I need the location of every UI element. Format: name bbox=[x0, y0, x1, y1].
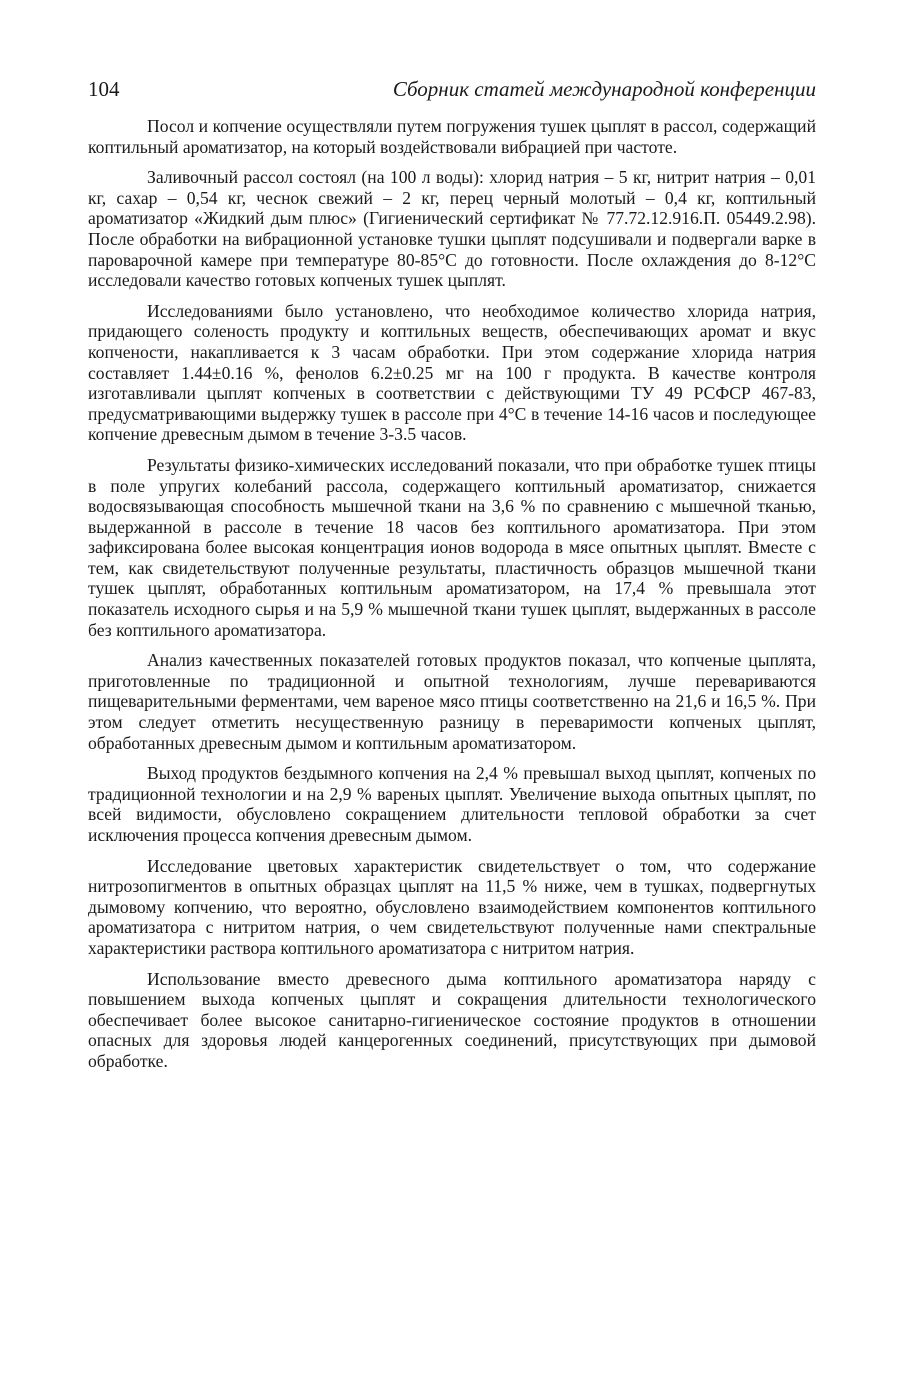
body-text bbox=[88, 116, 816, 1072]
page-header bbox=[88, 76, 816, 102]
paragraph-conclusion: Использование вместо древесного дыма коптильного ароматизатора наряду с повышением выхода копченых цыплят и сокращения длительности технологического обеспечивает более высокое санитарно-гигиеническое состояние продуктов в отношении опасных для здоровья людей канцерогенных соединений, присутствующих при дымовой обработке. bbox=[88, 968, 816, 1071]
running-title: Сборник статей международной конференции bbox=[392, 77, 816, 101]
paragraph-physicochemical-results: Результаты физико-химических исследований показали, что при обработке тушек птицы в поле упругих колебаний рассола, содержащего коптильный ароматизатор, снижается водосвязывающая способность мышечной ткани на 3,6 % по сравнению с мышечной тканью, выдержанной в рассоле в течение 18 часов без коптильного ароматизатора. При этом зафиксирована более высокая концентрация ионов водорода в мясе опытных цыплят. Вместе с тем, как свидетельствуют полученные результаты, пластичность образцов мышечной ткани тушек цыплят, обработанных коптильным ароматизатором, на 17,4 % превышала этот показатель исходного сырья и на 5,9 % мышечной ткани тушек цыплят, выдержанных в рассоле без коптильного ароматизатора. bbox=[88, 454, 816, 640]
page-number: 104 bbox=[88, 77, 120, 101]
paragraph-color-characteristics: Исследование цветовых характеристик свидетельствует о том, что содержание нитрозопигментов в опытных образцах цыплят на 11,5 % ниже, чем в тушках, подвергнутых дымовому копчению, что вероятно, обусловлено взаимодействием компонентов коптильного ароматизатора с нитритом натрия, о чем свидетельствуют полученные нами спектральные характеристики раствора коптильного ароматизатора с нитритом натрия. bbox=[88, 855, 816, 958]
document-page bbox=[88, 76, 816, 1082]
paragraph-product-yield: Выход продуктов бездымного копчения на 2,4 % превышал выход цыплят, копченых по традиционной технологии и на 2,9 % вареных цыплят. Увеличение выхода опытных цыплят, по всей видимости, обусловлено сокращением длительности тепловой обработки за счет исключения процесса копчения древесным дымом. bbox=[88, 763, 816, 845]
paragraph-sodium-chloride: Исследованиями было установлено, что необходимое количество хлорида натрия, придающего соленость продукту и коптильных веществ, обеспечивающих аромат и вкус копчености, накапливается к 3 часам обработки. При этом содержание хлорида натрия составляет 1.44±0.16 %, фенолов 6.2±0.25 мг на 100 г продукта. В качестве контроля изготавливали цыплят копченых в соответствии с действующими ТУ 49 РСФСР 467-83, предусматривающими выдержку тушек в рассоле при 4°С в течение 14-16 часов и последующее копчение древесным дымом в течение 3-3.5 часов. bbox=[88, 300, 816, 445]
paragraph-brine-composition: Заливочный рассол состоял (на 100 л воды): хлорид натрия – 5 кг, нитрит натрия – 0,01 кг, сахар – 0,54 кг, чеснок свежий – 2 кг, перец черный молотый – 0,4 кг, коптильный ароматизатор «Жидкий дым плюс» (Гигиенический сертификат № 77.72.12.916.П. 05449.2.98). После обработки на вибрационной установке тушки цыплят подсушивали и подвергали варке в пароварочной камере при температуре 80-85°С до готовности. После охлаждения до 8-12°С исследовали качество готовых копченых тушек цыплят. bbox=[88, 167, 816, 291]
paragraph-quality-analysis: Анализ качественных показателей готовых продуктов показал, что копченые цыплята, приготовленные по традиционной и опытной технологиям, лучше перевариваются пищеварительными ферментами, чем вареное мясо птицы соответственно на 21,6 и 16,5 %. При этом следует отметить несущественную разницу в переваримости копченых цыплят, обработанных древесным дымом и коптильным ароматизатором. bbox=[88, 650, 816, 753]
paragraph-salting-smoking: Посол и копчение осуществляли путем погружения тушек цыплят в рассол, содержащий коптильный ароматизатор, на который воздействовали вибрацией при частоте. bbox=[88, 116, 816, 157]
